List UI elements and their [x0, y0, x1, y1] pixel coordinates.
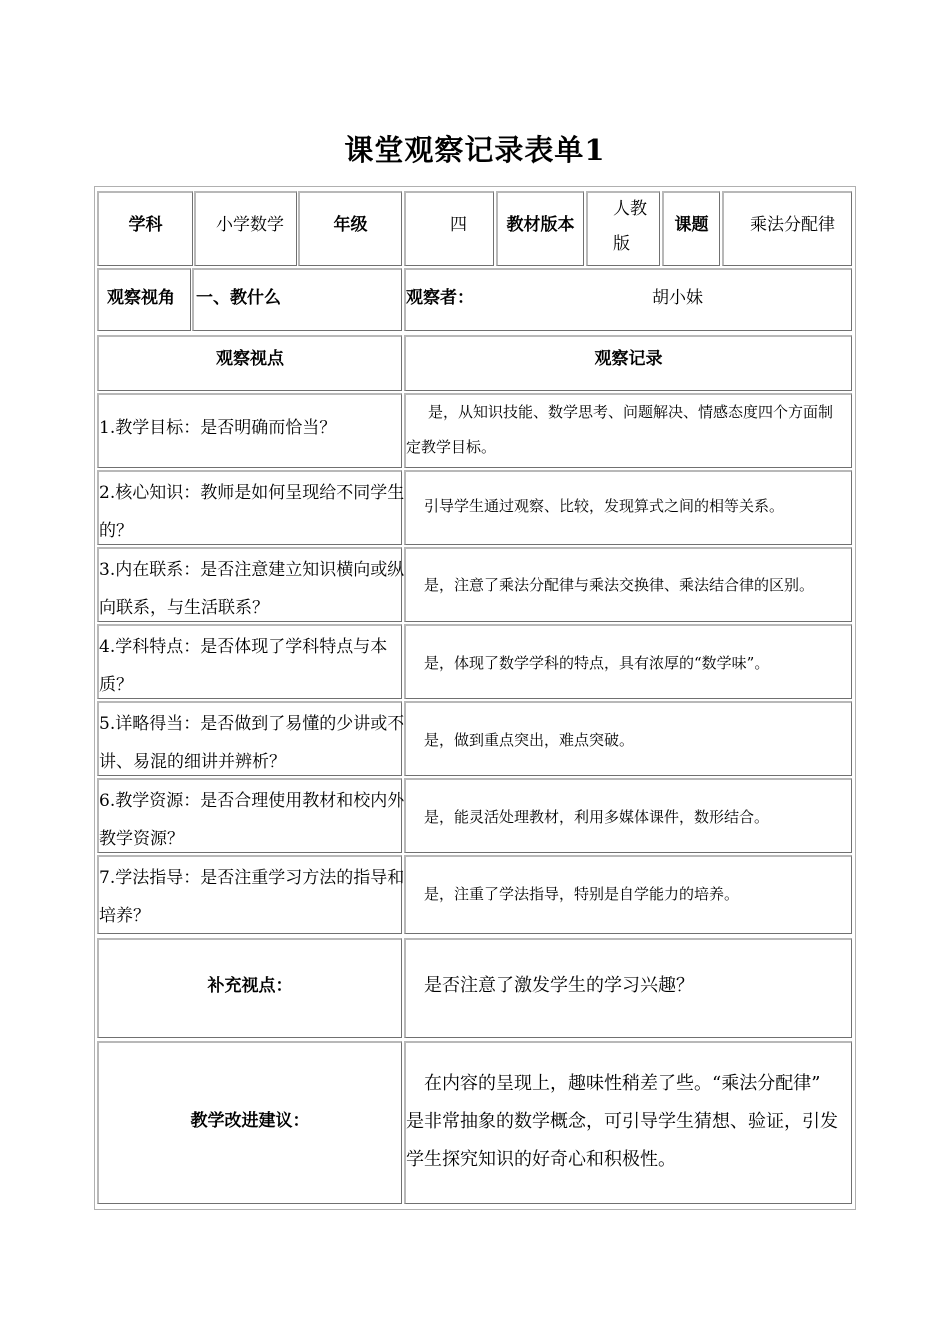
item-answer: 是，注重了学法指导，特别是自学能力的培养。	[424, 885, 740, 903]
supplement-value-cell	[404, 938, 852, 1038]
item-answer-cell	[404, 470, 852, 545]
grade-label-cell	[298, 191, 402, 266]
item-answer-line1: 是，从知识技能、数学思考、问题解决、情感态度四个方面制	[428, 403, 834, 421]
observer-label: 观察者：	[406, 288, 474, 308]
item-answer-cell	[404, 393, 852, 468]
subject-label: 学科	[128, 215, 163, 235]
edition-value-cell	[586, 191, 660, 266]
perspective-label: 观察视角	[107, 288, 175, 308]
item-question-cell	[97, 778, 405, 853]
item-answer-cell	[404, 547, 852, 622]
supplement-value: 是否注意了激发学生的学习兴趣？	[424, 975, 694, 996]
perspective-label-cell	[97, 268, 191, 331]
item-answer: 是，能灵活处理教材，利用多媒体课件，数形结合。	[424, 808, 770, 826]
subject-value-cell	[194, 191, 297, 266]
topic-label: 课题	[674, 215, 709, 235]
supplement-label-cell	[97, 938, 402, 1038]
subject-value: 小学数学	[216, 215, 284, 235]
item-question: 5.详略得当：是否做到了易懂的少讲或不讲、易混的细讲并辨析？	[99, 714, 405, 772]
perspective-value-cell	[192, 268, 402, 331]
grade-label: 年级	[333, 215, 368, 235]
supplement-label: 补充视点：	[207, 976, 293, 996]
edition-label: 教材版本	[506, 215, 575, 235]
item-answer-cell	[404, 624, 852, 699]
topic-label-cell	[662, 191, 720, 266]
perspective-value: 一、教什么	[196, 288, 281, 308]
item-question: 7.学法指导：是否注重学习方法的指导和培养？	[99, 868, 405, 926]
point-header: 观察视点	[216, 349, 284, 369]
observer-value: 胡小妹	[652, 288, 703, 308]
item-answer: 是，体现了数学学科的特点，具有浓厚的“数学味”。	[424, 654, 770, 672]
item-question-cell	[97, 393, 402, 468]
edition-value-line1: 人教	[613, 199, 647, 219]
item-answer: 是，做到重点突出，难点突破。	[424, 731, 635, 749]
topic-value: 乘法分配律	[750, 215, 835, 235]
item-question: 2.核心知识：教师是如何呈现给不同学生的？	[99, 483, 405, 541]
item-answer: 是，注意了乘法分配律与乘法交换律、乘法结合律的区别。	[424, 576, 815, 594]
record-header: 观察记录	[594, 349, 663, 369]
grade-value: 四	[450, 215, 467, 235]
item-question-cell	[97, 624, 402, 699]
record-header-cell	[404, 335, 852, 391]
page-title: 课堂观察记录表单1	[344, 133, 606, 167]
item-answer-cell	[404, 701, 852, 776]
item-question-cell	[97, 470, 405, 545]
edition-label-cell	[496, 191, 584, 266]
item-question: 4.学科特点：是否体现了学科特点与本质？	[99, 637, 388, 695]
item-answer-cell	[404, 778, 852, 853]
item-question: 6.教学资源：是否合理使用教材和校内外教学资源？	[99, 791, 405, 849]
topic-value-cell	[722, 191, 852, 266]
suggestion-value-cell	[404, 1041, 852, 1204]
suggestion-label: 教学改进建议：	[190, 1111, 310, 1131]
suggestion-label-cell	[97, 1041, 402, 1204]
item-answer: 引导学生通过观察、比较，发现算式之间的相等关系。	[424, 497, 785, 515]
subject-label-cell	[97, 191, 193, 266]
item-question-cell	[97, 855, 405, 934]
suggestion-line3: 学生探究知识的好奇心和积极性。	[406, 1149, 676, 1170]
point-header-cell	[97, 335, 402, 391]
edition-value-line2: 版	[613, 234, 630, 254]
item-question: 3.内在联系：是否注意建立知识横向或纵向联系，与生活联系？	[99, 560, 405, 618]
item-question-cell	[97, 701, 405, 776]
item-question: 1.教学目标：是否明确而恰当？	[99, 418, 337, 438]
item-answer-line2: 定教学目标。	[406, 438, 497, 456]
suggestion-line1: 在内容的呈现上，趣味性稍差了些。“乘法分配律”	[424, 1073, 821, 1094]
item-answer-cell	[404, 855, 852, 934]
grade-value-cell	[404, 191, 494, 266]
item-question-cell	[97, 547, 405, 622]
suggestion-line2: 是非常抽象的数学概念，可引导学生猜想、验证，引发	[406, 1111, 838, 1132]
observer-cell	[404, 268, 852, 331]
